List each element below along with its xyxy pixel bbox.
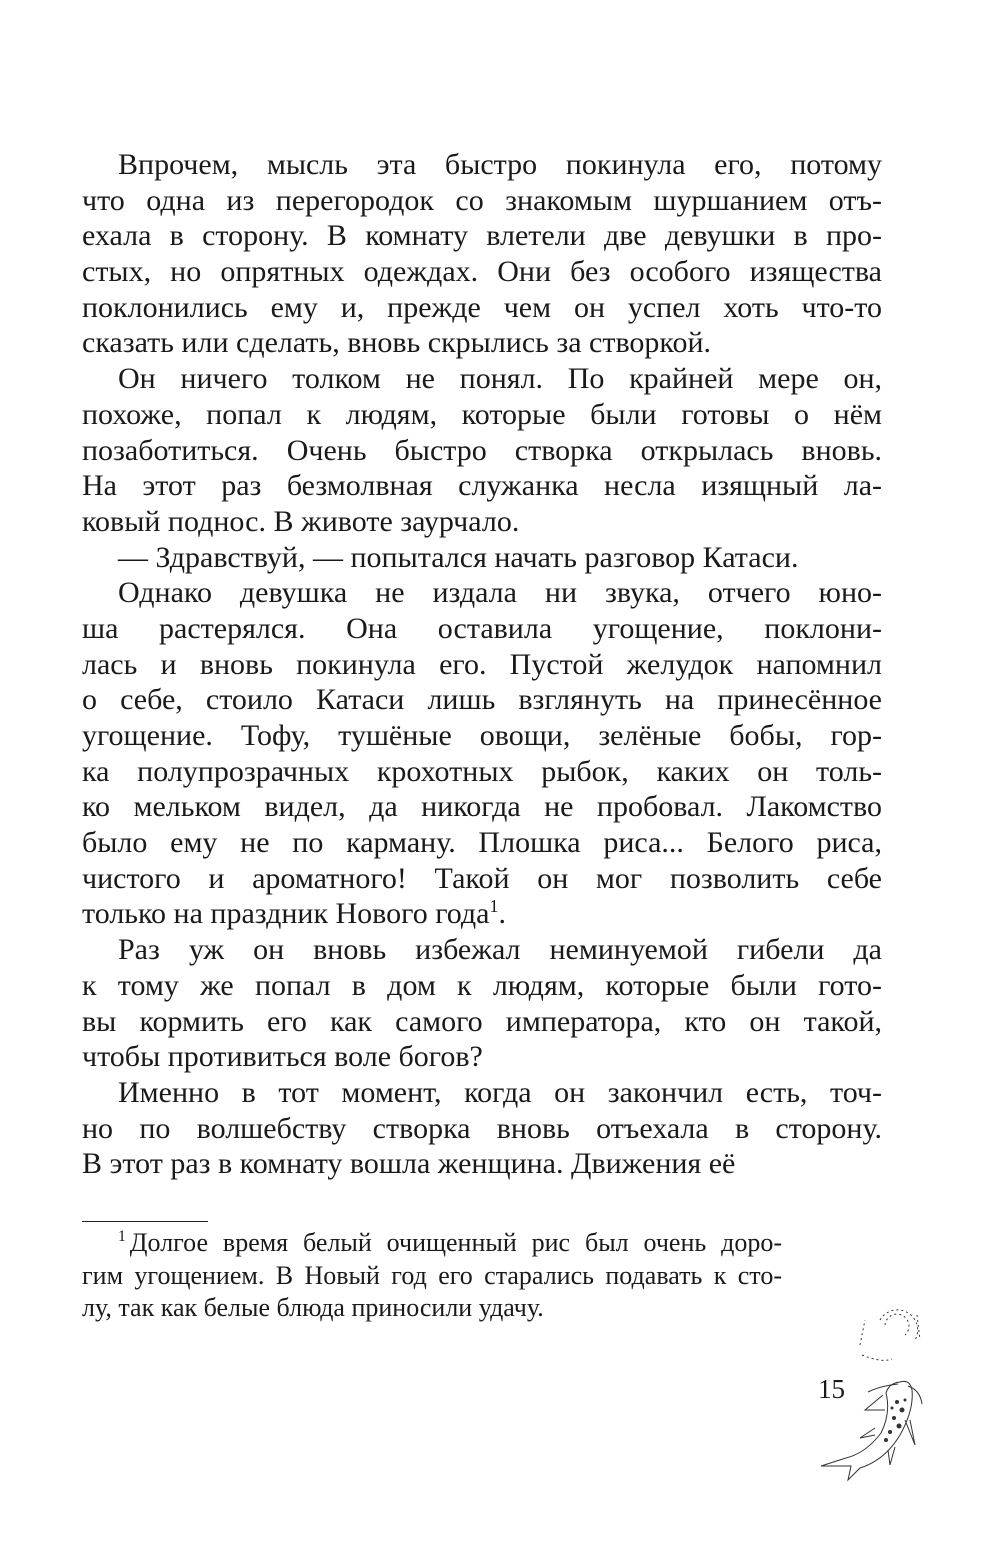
text-line: о себе, стоило Катаси лишь взглянуть на принесённое: [82, 683, 882, 717]
text-line: только на праздник Нового года$^1$.: [82, 896, 506, 931]
text-line: лась и вновь покинула его. Пустой желудок напомнил: [82, 647, 882, 681]
body-text: [82, 147, 882, 1182]
koi-fish-icon: [800, 1290, 950, 1490]
text-line: что одна из перегородок со знакомым шуршанием отъ-: [82, 183, 882, 217]
footnote-divider: [82, 1221, 208, 1222]
text-line: ка полупрозрачных крохотных рыбок, каких он толь-: [82, 754, 882, 788]
text-line: но по волшебству створка вновь отъехала в сторону.: [82, 1111, 882, 1145]
text-line: — Здравствуй, — попытался начать разговор Катаси.: [118, 540, 799, 574]
text-line: ковый поднос. В животе заурчало.: [82, 504, 520, 538]
text-line: В этот раз в комнату вошла женщина. Движения её: [82, 1147, 736, 1181]
text-line: чтобы противиться воле богов?: [82, 1040, 483, 1074]
footnote-ref[interactable]: 1: [489, 896, 499, 917]
text-line: Раз уж он вновь избежал неминуемой гибели да: [118, 933, 882, 967]
text-line: позаботиться. Очень быстро створка открылась вновь.: [82, 433, 882, 467]
footnote-line: лу, так как белые блюда приносили удачу.: [82, 1293, 544, 1322]
text-line: На этот раз безмолвная служанка несла изящный ла-: [82, 469, 882, 503]
page-number: 15: [818, 1374, 845, 1404]
text-line: сказать или сделать, вновь скрылись за створкой.: [82, 326, 712, 360]
text-line: угощение. Тофу, тушёные овощи, зелёные бобы, гор-: [82, 719, 882, 752]
text-line: ехала в сторону. В комнату влетели две девушки в про-: [82, 219, 882, 253]
text-line: Он ничего толком не понял. По крайней мере он,: [118, 362, 882, 396]
text-line: ко мельком видел, да никогда не пробовал. Лакомство: [82, 790, 882, 824]
footnote: [82, 1227, 782, 1325]
text-line: к тому же попал в дом к людям, которые были гото-: [82, 968, 882, 1002]
text-line: чистого и ароматного! Такой он мог позволить себе: [82, 861, 882, 895]
footnote-line: гим угощением. В Новый год его старались подавать к сто-: [82, 1260, 782, 1290]
footnote-line: $^1$ Долгое время белый очищенный рис был очень доро-: [118, 1228, 782, 1257]
text-line: поклонились ему и, прежде чем он успел хоть что-то: [82, 290, 882, 324]
text-line: похоже, попал к людям, которые были готовы о нём: [82, 397, 882, 431]
text-line: стых, но опрятных одеждах. Они без особого изящества: [82, 255, 882, 289]
text-line: ша растерялся. Она оставила угощение, поклони-: [82, 611, 882, 645]
footnote-marker: 1: [118, 1228, 126, 1246]
text-line: было ему не по карману. Плошка риса... Белого риса,: [82, 826, 882, 860]
text-line: Однако девушка не издала ни звука, отчего юно-: [118, 576, 882, 610]
text-line: Впрочем, мысль эта быстро покинула его, потому: [118, 148, 882, 181]
text-line: вы кормить его как самого императора, кто он такой,: [82, 1004, 882, 1038]
text-line: Именно в тот момент, когда он закончил есть, точ-: [118, 1075, 882, 1109]
